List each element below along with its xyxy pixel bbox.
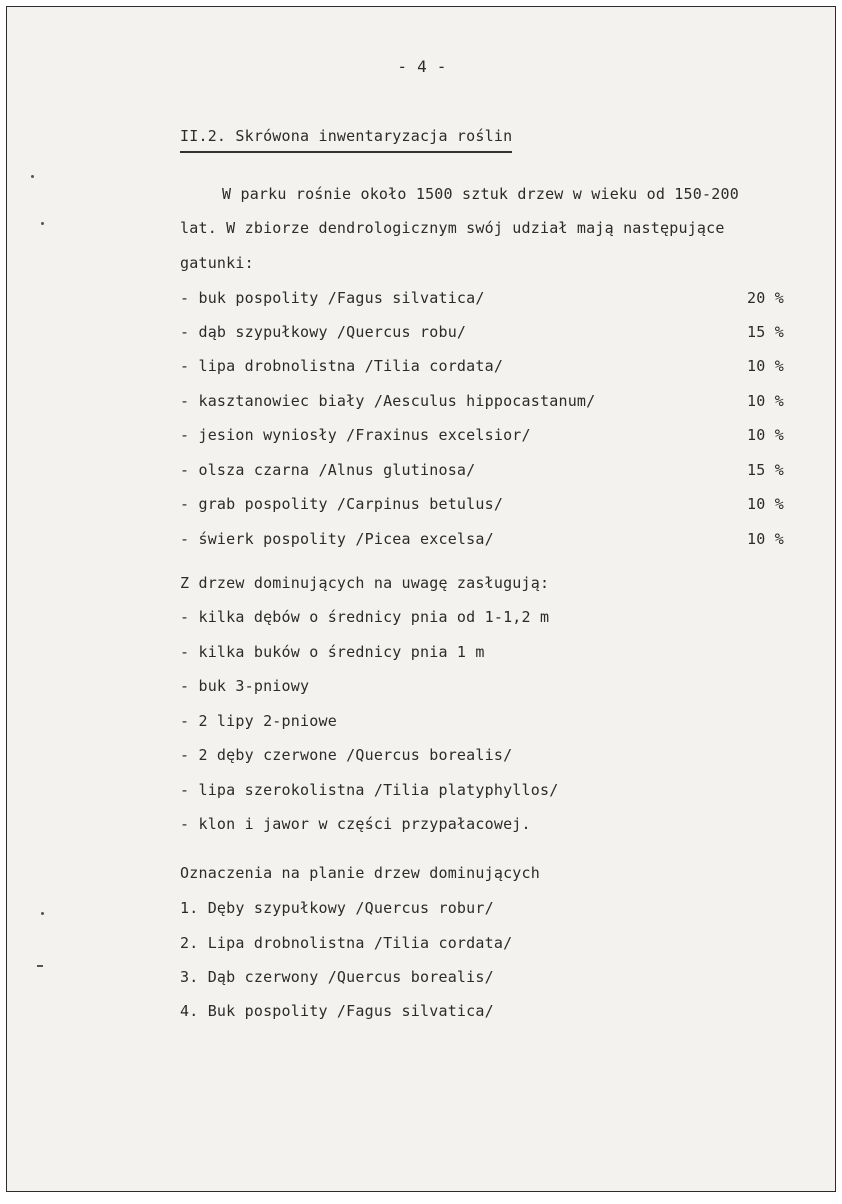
species-item	[180, 357, 820, 375]
species-item	[180, 530, 820, 548]
species-name: - dąb szypułkowy /Quercus robu/	[180, 323, 467, 341]
species-name: - olsza czarna /Alnus glutinosa/	[180, 461, 476, 479]
dominant-item: - kilka dębów o średnicy pnia od 1-1,2 m	[180, 608, 550, 626]
margin-mark	[37, 965, 43, 967]
species-item	[180, 461, 820, 479]
dominant-heading: Z drzew dominujących na uwagę zasługują:	[180, 574, 550, 592]
legend-item: 3. Dąb czerwony /Quercus borealis/	[180, 968, 494, 986]
species-percent: 10 %	[747, 357, 784, 375]
species-name: - kasztanowiec biały /Aesculus hippocastanum/	[180, 392, 596, 410]
document-page	[6, 6, 836, 1192]
dominant-item: - 2 dęby czerwone /Quercus borealis/	[180, 746, 513, 764]
species-name: - jesion wyniosły /Fraxinus excelsior/	[180, 426, 531, 444]
intro-line: gatunki:	[180, 254, 254, 272]
species-name: - grab pospolity /Carpinus betulus/	[180, 495, 504, 513]
species-percent: 15 %	[747, 323, 784, 341]
section-title: II.2. Skrówona inwentaryzacja roślin	[180, 127, 512, 153]
dominant-item: - kilka buków o średnicy pnia 1 m	[180, 643, 485, 661]
species-percent: 10 %	[747, 392, 784, 410]
legend-item: 1. Dęby szypułkowy /Quercus robur/	[180, 899, 494, 917]
species-item	[180, 323, 820, 341]
species-name: - lipa drobnolistna /Tilia cordata/	[180, 357, 504, 375]
species-item	[180, 426, 820, 444]
dominant-item: - klon i jawor w części przypałacowej.	[180, 815, 531, 833]
species-percent: 10 %	[747, 495, 784, 513]
margin-mark	[31, 175, 34, 178]
dominant-item: - buk 3-pniowy	[180, 677, 310, 695]
species-item	[180, 289, 820, 307]
species-name: - świerk pospolity /Picea excelsa/	[180, 530, 494, 548]
legend-item: 2. Lipa drobnolistna /Tilia cordata/	[180, 934, 513, 952]
species-percent: 10 %	[747, 530, 784, 548]
species-item	[180, 495, 820, 513]
species-percent: 10 %	[747, 426, 784, 444]
dominant-item: - lipa szerokolistna /Tilia platyphyllos/	[180, 781, 559, 799]
dominant-item: - 2 lipy 2-pniowe	[180, 712, 337, 730]
margin-mark	[41, 912, 44, 915]
intro-line: lat. W zbiorze dendrologicznym swój udział mają następujące	[180, 219, 725, 237]
margin-mark	[41, 222, 44, 225]
legend-item: 4. Buk pospolity /Fagus silvatica/	[180, 1002, 494, 1020]
page-number: - 4 -	[397, 57, 447, 76]
species-percent: 20 %	[747, 289, 784, 307]
intro-line: W parku rośnie około 1500 sztuk drzew w wieku od 150-200	[222, 185, 739, 203]
species-name: - buk pospolity /Fagus silvatica/	[180, 289, 485, 307]
legend-heading: Oznaczenia na planie drzew dominujących	[180, 864, 540, 882]
species-percent: 15 %	[747, 461, 784, 479]
species-item	[180, 392, 820, 410]
